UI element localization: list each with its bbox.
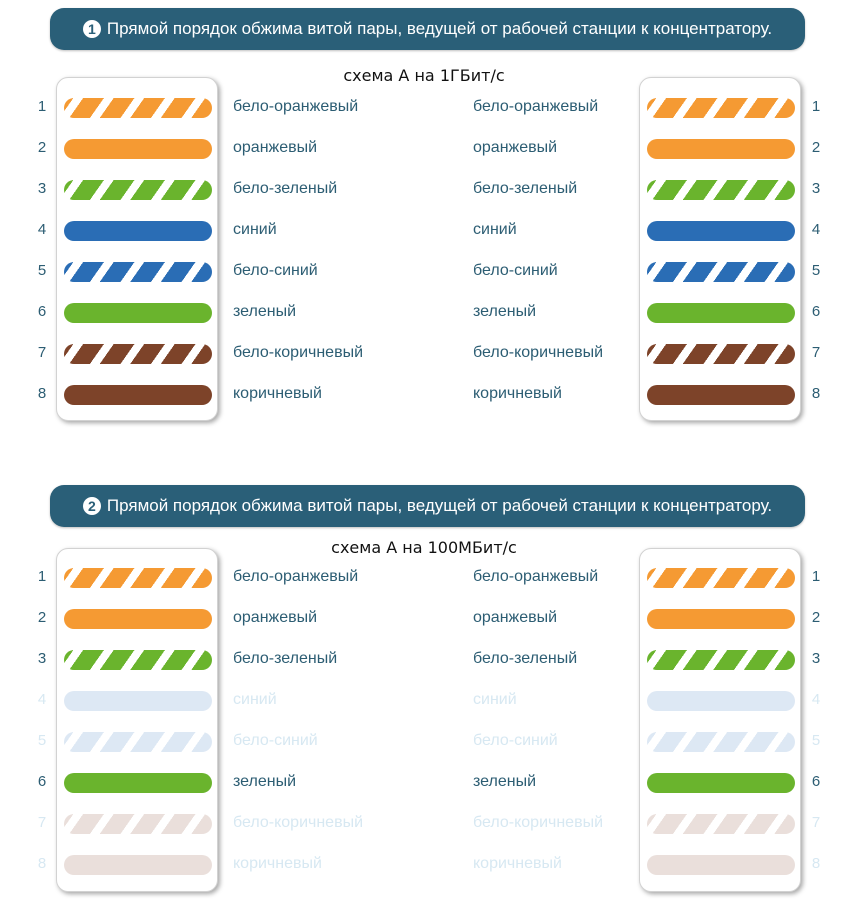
wire-2	[64, 139, 212, 159]
wire-6	[647, 773, 795, 793]
wire-1	[64, 98, 212, 118]
wire-label-right: оранжевый	[473, 609, 558, 626]
wire-5	[64, 262, 212, 282]
pin-number-right: 2	[811, 609, 821, 626]
pin-number-right: 6	[811, 773, 821, 790]
pin-number-right: 3	[811, 650, 821, 667]
pin-number-right: 3	[811, 180, 821, 197]
wire-2	[64, 609, 212, 629]
section-banner	[50, 485, 805, 527]
wire-2	[647, 139, 795, 159]
wire-5	[647, 732, 795, 752]
wire-label-left: коричневый	[233, 855, 322, 872]
wire-6	[64, 773, 212, 793]
wire-1	[647, 568, 795, 588]
wire-8	[647, 385, 795, 405]
pin-number-left: 8	[37, 855, 47, 872]
pin-number-left: 7	[37, 344, 47, 361]
wire-label-right: оранжевый	[473, 139, 558, 156]
wire-1	[647, 98, 795, 118]
pin-number-right: 7	[811, 814, 821, 831]
wire-label-left: бело-оранжевый	[233, 568, 359, 585]
wire-3	[647, 650, 795, 670]
wire-4	[647, 221, 795, 241]
pin-number-left: 5	[37, 262, 47, 279]
wire-8	[64, 855, 212, 875]
wire-6	[647, 303, 795, 323]
pin-number-left: 6	[37, 773, 47, 790]
wire-4	[64, 691, 212, 711]
wire-label-left: оранжевый	[233, 139, 318, 156]
wire-label-left: синий	[233, 691, 277, 708]
pin-number-left: 2	[37, 139, 47, 156]
section-banner	[50, 8, 805, 50]
wire-4	[647, 691, 795, 711]
pin-number-left: 4	[37, 221, 47, 238]
pin-number-left: 6	[37, 303, 47, 320]
wire-label-left: бело-синий	[233, 732, 318, 749]
wire-3	[64, 650, 212, 670]
pin-number-left: 2	[37, 609, 47, 626]
wire-5	[647, 262, 795, 282]
wire-4	[64, 221, 212, 241]
wire-8	[647, 855, 795, 875]
wire-label-right: бело-оранжевый	[473, 568, 599, 585]
connector-right	[639, 548, 801, 892]
wire-label-left: бело-синий	[233, 262, 318, 279]
wire-label-right: бело-зеленый	[473, 650, 578, 667]
wire-5	[64, 732, 212, 752]
pin-number-left: 1	[37, 568, 47, 585]
pin-number-right: 6	[811, 303, 821, 320]
pin-number-right: 2	[811, 139, 821, 156]
wire-label-left: бело-оранжевый	[233, 98, 359, 115]
scheme-subtitle: схема А на 1ГБит/с	[343, 66, 505, 85]
pin-number-right: 8	[811, 855, 821, 872]
pin-number-left: 7	[37, 814, 47, 831]
pin-number-right: 1	[811, 568, 821, 585]
pin-number-left: 4	[37, 691, 47, 708]
wire-label-right: синий	[473, 221, 517, 238]
wire-label-right: бело-коричневый	[473, 814, 604, 831]
banner-title: Прямой порядок обжима витой пары, ведущей от рабочей станции к концентратору.	[106, 496, 773, 515]
wire-6	[64, 303, 212, 323]
wire-label-right: бело-зеленый	[473, 180, 578, 197]
pin-number-left: 3	[37, 180, 47, 197]
wire-label-right: коричневый	[473, 385, 562, 402]
wire-label-left: бело-зеленый	[233, 180, 338, 197]
pin-number-left: 3	[37, 650, 47, 667]
wire-label-right: бело-оранжевый	[473, 98, 599, 115]
wire-2	[647, 609, 795, 629]
pin-number-right: 4	[811, 691, 821, 708]
wire-label-left: бело-коричневый	[233, 344, 364, 361]
connector-left	[56, 548, 218, 892]
wire-label-right: зеленый	[473, 303, 537, 320]
pin-number-right: 5	[811, 732, 821, 749]
wire-label-left: бело-зеленый	[233, 650, 338, 667]
pin-number-right: 1	[811, 98, 821, 115]
pin-number-right: 5	[811, 262, 821, 279]
pin-number-left: 5	[37, 732, 47, 749]
wire-8	[64, 385, 212, 405]
wire-label-right: зеленый	[473, 773, 537, 790]
banner-title: Прямой порядок обжима витой пары, ведущей от рабочей станции к концентратору.	[106, 19, 773, 38]
pin-number-right: 8	[811, 385, 821, 402]
connector-right	[639, 77, 801, 421]
wire-label-right: бело-синий	[473, 732, 558, 749]
section-number-badge: 2	[83, 497, 101, 515]
pin-number-left: 1	[37, 98, 47, 115]
wire-label-right: синий	[473, 691, 517, 708]
pin-number-right: 4	[811, 221, 821, 238]
wire-label-right: коричневый	[473, 855, 562, 872]
wire-3	[647, 180, 795, 200]
wire-label-left: коричневый	[233, 385, 322, 402]
wire-label-left: бело-коричневый	[233, 814, 364, 831]
wire-7	[647, 814, 795, 834]
pin-number-right: 7	[811, 344, 821, 361]
pin-number-left: 8	[37, 385, 47, 402]
wire-label-left: зеленый	[233, 773, 297, 790]
scheme-subtitle: схема А на 100МБит/с	[331, 538, 517, 557]
section-number-badge: 1	[83, 20, 101, 38]
wire-7	[64, 814, 212, 834]
wire-label-right: бело-коричневый	[473, 344, 604, 361]
wire-label-left: оранжевый	[233, 609, 318, 626]
wire-label-left: зеленый	[233, 303, 297, 320]
wire-7	[647, 344, 795, 364]
wire-label-left: синий	[233, 221, 277, 238]
wire-7	[64, 344, 212, 364]
wire-3	[64, 180, 212, 200]
wire-1	[64, 568, 212, 588]
connector-left	[56, 77, 218, 421]
wire-label-right: бело-синий	[473, 262, 558, 279]
